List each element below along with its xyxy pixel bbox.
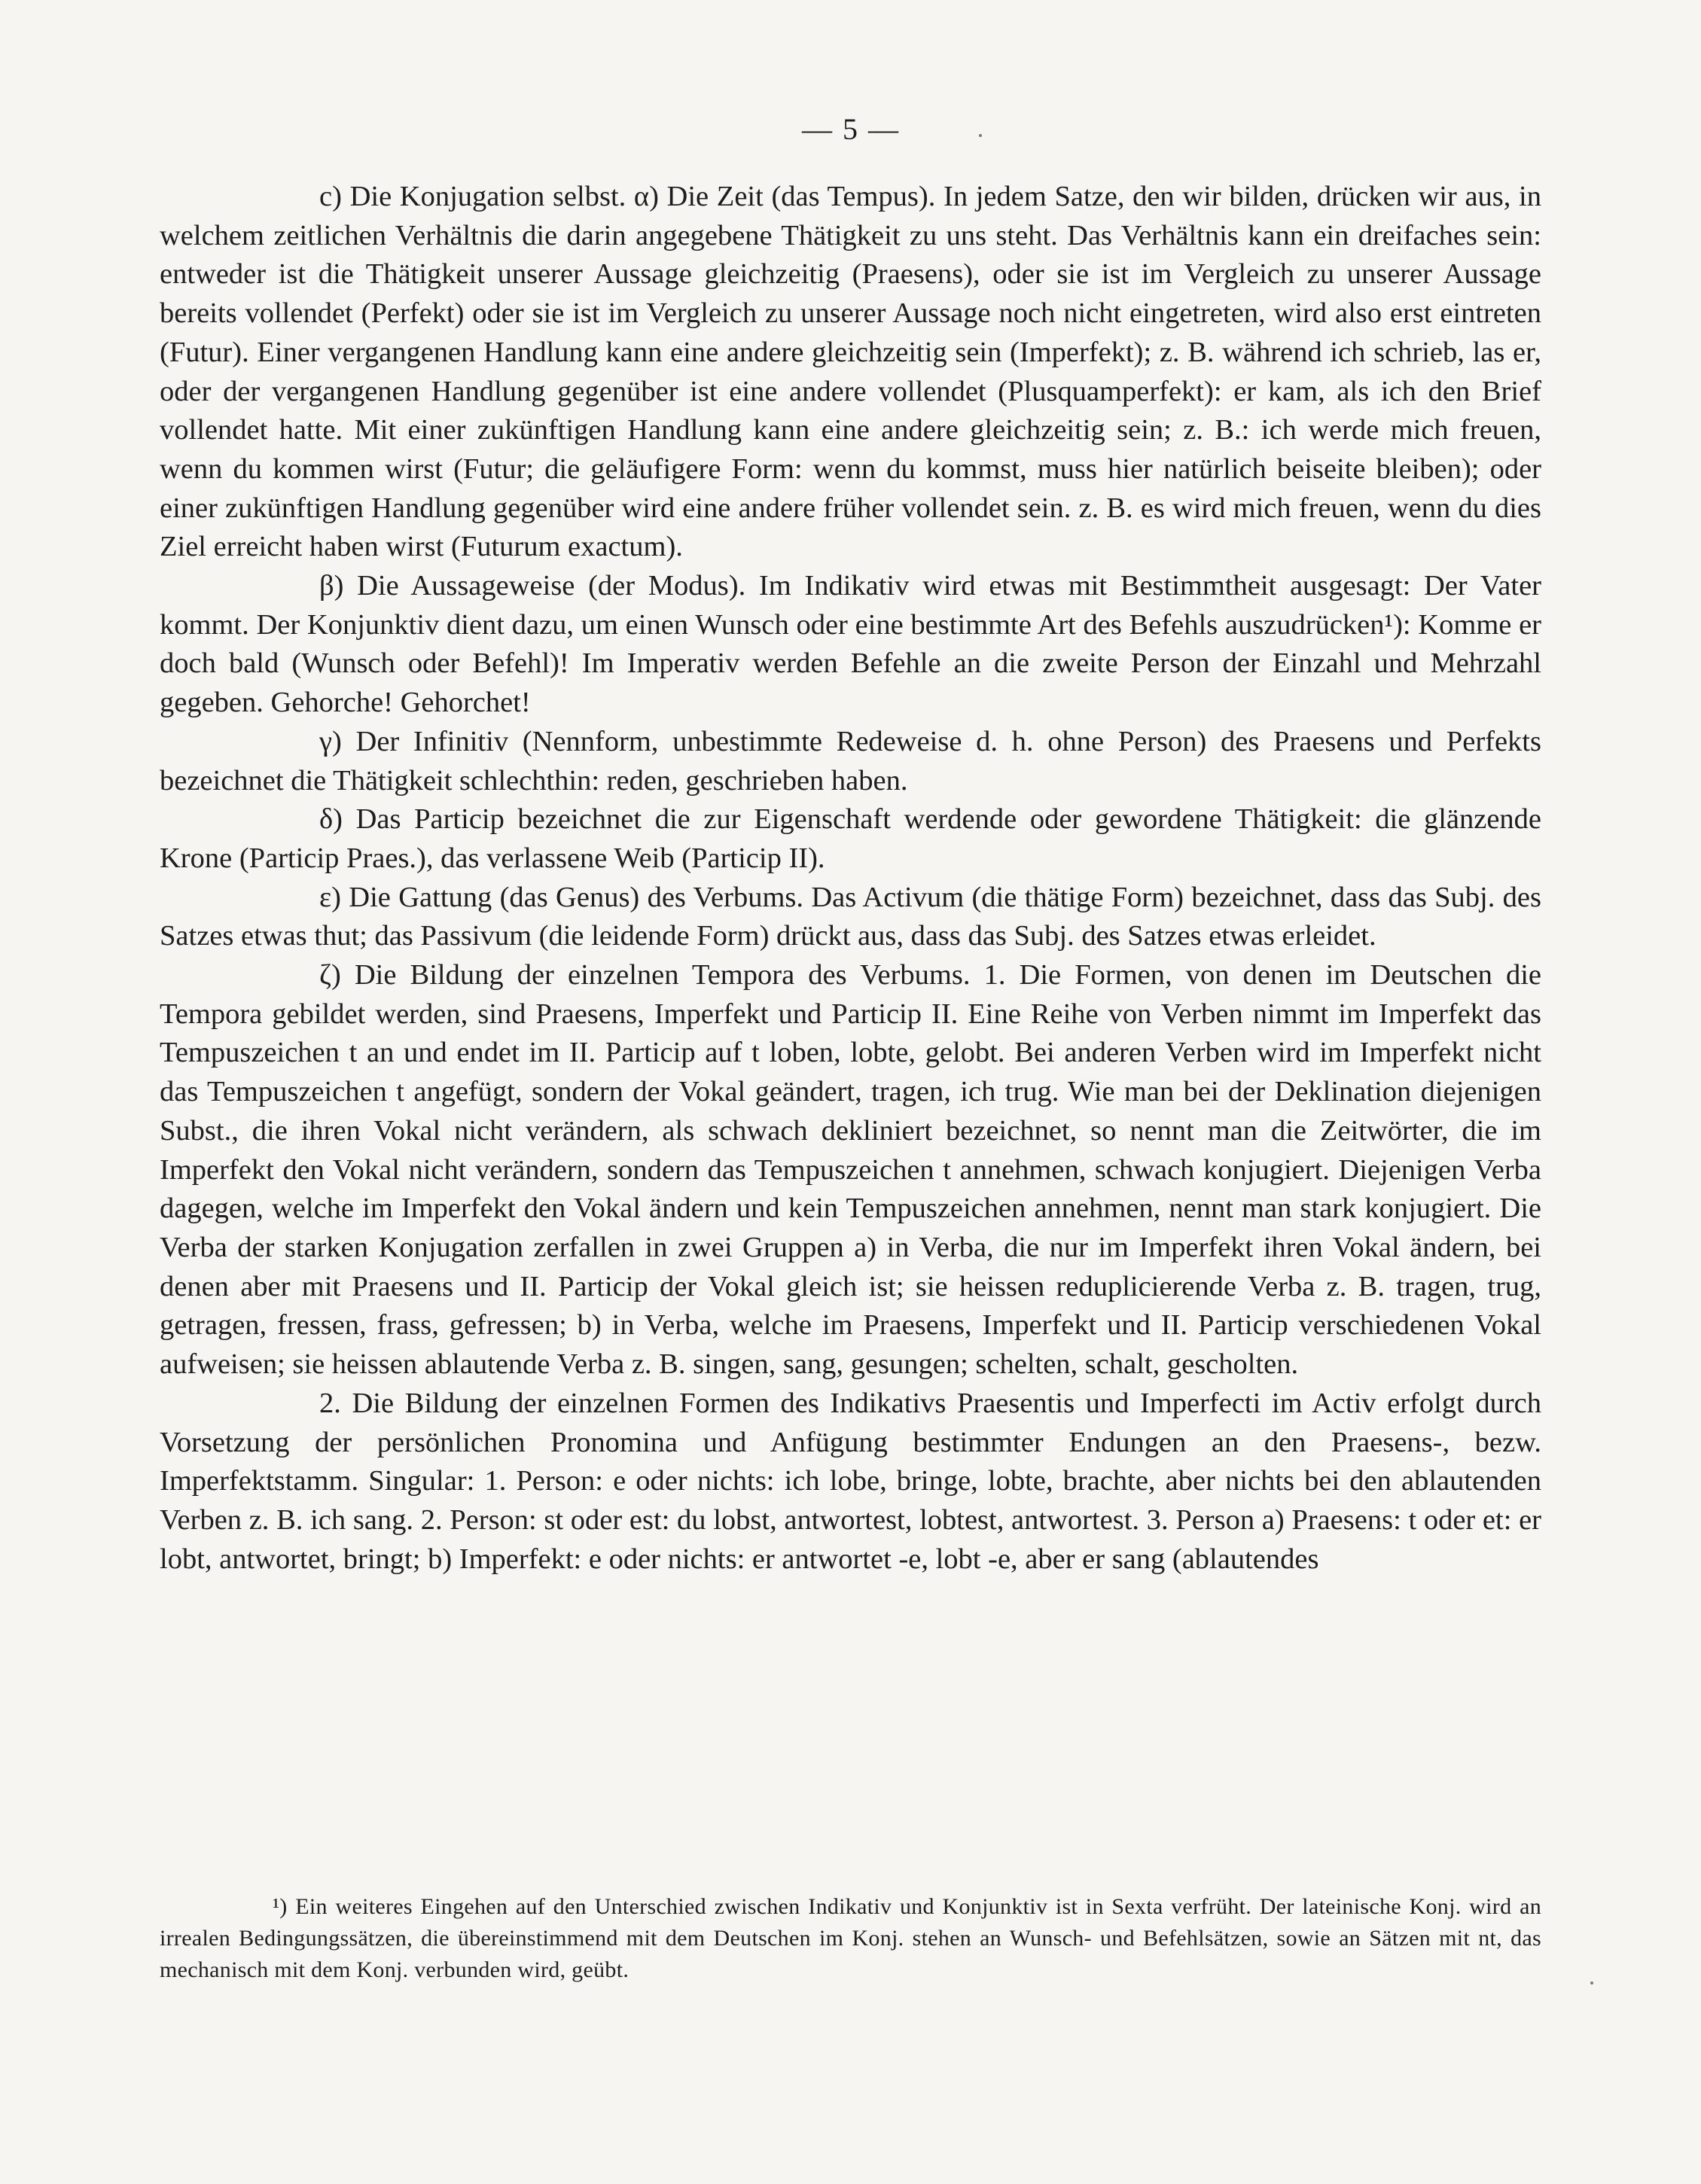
paragraph-particip: δ) Das Particip bezeichnet die zur Eigenschaft werdende oder gewordene Thätigkeit: die glänzende Krone (Particip Praes.), das verlassene Weib (Particip II). <box>160 803 1541 874</box>
page-number: — 5 — <box>802 112 900 146</box>
paragraph-modus: β) Die Aussageweise (der Modus). Im Indikativ wird etwas mit Bestimmtheit ausgesagt: Der Vater kommt. Der Konjunktiv dient dazu, um einen Wunsch oder eine bestimmte Art des Befehls auszudrücken¹): Komme er doch bald (Wunsch oder Befehl)! Im Imperativ werden Befehle an die zweite Person der Einzahl und Mehrzahl gegeben. Gehorche! Gehorchet! <box>160 570 1541 719</box>
footnote: ¹) Ein weiteres Eingehen auf den Unterschied zwischen Indikativ und Konjunktiv ist in Sexta verfrüht. Der lateinische Konj. wird an irrealen Bedingungssätzen, die übereinstimmend mit dem Deutschen im Konj. stehen an Wunsch- und Befehlsätzen, sowie an Sätzen mit nt, das mechanisch mit dem Konj. verbunden wird, geübt. <box>160 1894 1541 1982</box>
paragraph-tempora-bildung: ζ) Die Bildung der einzelnen Tempora des Verbums. 1. Die Formen, von denen im Deutschen die Tempora gebildet werden, sind Praesens, Imperfekt und Particip II. Eine Reihe von Verben nimmt im Imperfekt das Tempuszeichen t an und endet im II. Particip auf t loben, lobte, gelobt. Bei anderen Verben wird im Imperfekt nicht das Tempuszeichen t angefügt, sondern der Vokal geändert, tragen, ich trug. Wie man bei der Deklination diejenigen Subst., die ihren Vokal nicht verändern, als schwach dekliniert bezeichnet, so nennt man die Zeitwörter, die im Imperfekt den Vokal nicht verändern, sondern das Tempuszeichen t annehmen, schwach konjugiert. Diejenigen Verba dagegen, welche im Imperfekt den Vokal ändern und kein Tempuszeichen annehmen, nennt man stark konjugiert. Die Verba der starken Konjugation zerfallen in zwei Gruppen a) in Verba, die nur im Imperfekt ihren Vokal ändern, bei denen aber mit Praesens und II. Particip der Vokal gleich ist; sie heissen reduplicierende Verba z. B. tragen, trug, getragen, fressen, frass, gefressen; b) in Verba, welche im Praesens, Imperfekt und II. Particip verschiedenen Vokal aufweisen; sie heissen ablautende Verba z. B. singen, sang, gesungen; schelten, schalt, gescholten. <box>160 959 1541 1381</box>
paragraph-tempus: c) Die Konjugation selbst. α) Die Zeit (das Tempus). In jedem Satze, den wir bilden, drücken wir aus, in welchem zeitlichen Verhältnis die darin angegebene Thätigkeit zu uns steht. Das Verhältnis kann ein dreifaches sein: entweder ist die Thätigkeit unserer Aussage gleichzeitig (Praesens), oder sie ist im Vergleich zu unserer Aussage bereits vollendet (Perfekt) oder sie ist im Vergleich zu unserer Aussage noch nicht eingetreten, wird also erst eintreten (Futur). Einer vergangenen Handlung kann eine andere gleichzeitig sein (Imperfekt); z. B. während ich schrieb, las er, oder der vergangenen Handlung gegenüber ist eine andere vollendet (Plusquamperfekt): er kam, als ich den Brief vollendet hatte. Mit einer zukünftigen Handlung kann eine andere gleichzeitig sein; z. B.: ich werde mich freuen, wenn du kommen wirst (Futur; die geläufigere Form: wenn du kommst, muss hier natürlich beiseite bleiben); oder einer zukünftigen Handlung gegenüber wird eine andere früher vollendet sein. z. B. es wird mich freuen, wenn du dies Ziel erreicht haben wirst (Futurum exactum). <box>160 181 1541 563</box>
main-text <box>160 178 1541 1579</box>
paragraph-genus: ε) Die Gattung (das Genus) des Verbums. Das Activum (die thätige Form) bezeichnet, dass das Subj. des Satzes etwas thut; das Passivum (die leidende Form) drückt aus, dass das Subj. des Satzes etwas erleidet. <box>160 881 1541 952</box>
scan-speck <box>979 134 982 137</box>
paragraph-infinitiv: γ) Der Infinitiv (Nennform, unbestimmte Redeweise d. h. ohne Person) des Praesens und Perfekts bezeichnet die Thätigkeit schlechthin: reden, geschrieben haben. <box>160 725 1541 797</box>
paragraph-indikativ-bildung: 2. Die Bildung der einzelnen Formen des Indikativs Praesentis und Imperfecti im Activ erfolgt durch Vorsetzung der persönlichen Pronomina und Anfügung bestimmter Endungen an den Praesens-, bezw. Imperfektstamm. Singular: 1. Person: e oder nichts: ich lobe, bringe, lobte, brachte, aber nichts bei den ablautenden Verben z. B. ich sang. 2. Person: st oder est: du lobst, antwortest, lobtest, antwortest. 3. Person a) Praesens: t oder et: er lobt, antwortet, bringt; b) Imperfekt: e oder nichts: er antwortet -e, lobt -e, aber er sang (ablautendes <box>160 1387 1541 1575</box>
scan-speck <box>1590 1981 1593 1984</box>
